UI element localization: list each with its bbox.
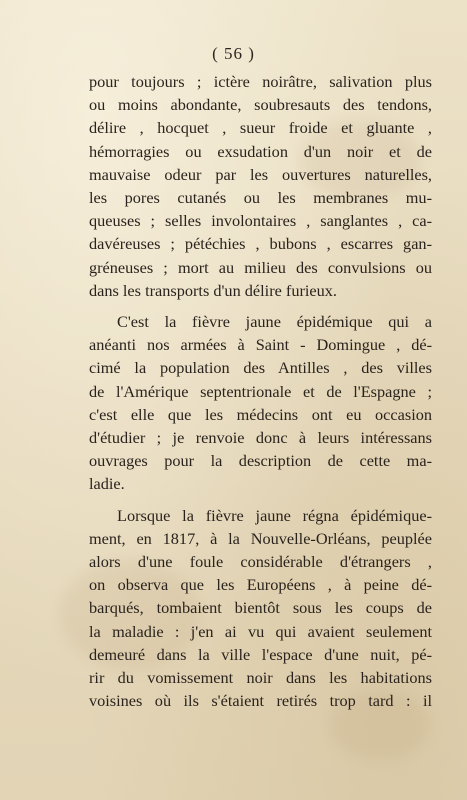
text-line: davéreuses ; pétéchies , bubons , escarres gan- (89, 234, 432, 254)
text-line: c'est elle que les médecins ont eu occasion (89, 404, 432, 424)
text-line: cimé la population des Antilles , des villes (89, 358, 432, 378)
text-line: d'étudier ; je renvoie donc à leurs intéressans (89, 428, 432, 448)
text-line: barqués, tombaient bientôt sous les coups de (89, 598, 432, 618)
text-line: les pores cutanés ou les membranes mu- (89, 188, 432, 208)
text-line: délire , hocquet , sueur froide et gluante , (89, 118, 432, 138)
text-line: dans les transports d'un délire furieux. (89, 280, 337, 300)
page-number: ( 56 ) (212, 44, 255, 63)
text-line: anéanti nos armées à Saint - Domingue , dé- (89, 335, 432, 355)
body-text (89, 70, 432, 720)
text-line: la maladie : j'en ai vu qui avaient seulement (89, 621, 432, 641)
text-line: voisines où ils s'étaient retirés trop tard : il (89, 691, 432, 711)
paragraph-2 (89, 310, 432, 496)
text-line: alors d'une foule considérable d'étrangers , (89, 552, 432, 572)
text-line: de l'Amérique septentrionale et de l'Espagne ; (89, 381, 432, 401)
paragraph-3 (89, 504, 432, 713)
text-line: ladie. (89, 474, 125, 494)
text-line: pour toujours ; ictère noirâtre, salivation plus (89, 72, 432, 91)
text-line: queuses ; selles involontaires , sanglantes , ca- (89, 211, 432, 231)
text-line: ouvrages pour la description de cette ma- (89, 451, 432, 471)
text-line: rir du vomissement noir dans les habitations (89, 668, 432, 688)
text-line: Lorsque la fièvre jaune régna épidémique- (117, 505, 432, 525)
text-line: mauvaise odeur par les ouvertures naturelles, (89, 164, 432, 184)
text-line: demeuré dans la ville l'espace d'une nuit, pé- (89, 644, 432, 664)
text-line: hémorragies ou exsudation d'un noir et de (89, 141, 432, 161)
text-line: gréneuses ; mort au milieu des convulsions ou (89, 257, 432, 277)
paragraph-1 (89, 70, 432, 302)
text-line: ment, en 1817, à la Nouvelle-Orléans, peuplée (89, 528, 432, 548)
text-line: on observa que les Européens , à peine dé- (89, 575, 432, 595)
text-line: C'est la fièvre jaune épidémique qui a (117, 312, 432, 332)
text-line: ou moins abondante, soubresauts des tendons, (89, 95, 432, 115)
